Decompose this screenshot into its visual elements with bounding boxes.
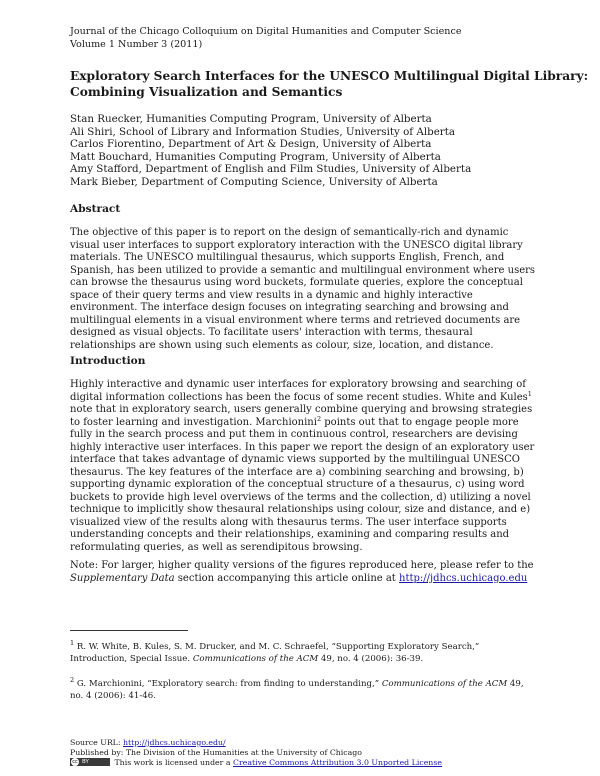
title-line-2: Combining Visualization and Semantics xyxy=(70,85,343,99)
footnote-1 xyxy=(70,641,536,665)
source-label: Source URL: xyxy=(70,738,123,747)
figures-note xyxy=(70,560,536,585)
introduction-text xyxy=(70,379,536,554)
footnote-number: 2 xyxy=(70,676,75,684)
cc-license-icon[interactable] xyxy=(70,758,110,766)
source-link[interactable]: http://jdhcs.uchicago.edu/ xyxy=(122,738,226,747)
intro-text-part: note that in exploratory search, users generally combine querying and browsing strategies to foster learning and investigation. Marchionini xyxy=(70,404,533,428)
author-item: Amy Stafford, Department of English and Film Studies, University of Alberta xyxy=(70,163,472,176)
author-item: Mark Bieber, Department of Computing Science, University of Alberta xyxy=(70,175,438,188)
footnote-text: G. Marchionini, “Exploratory search: from finding to understanding,” xyxy=(74,679,382,689)
author-item: Matt Bouchard, Humanities Computing Program, University of Alberta xyxy=(70,150,441,163)
author-item: Stan Ruecker, Humanities Computing Program, University of Alberta xyxy=(70,113,432,125)
footnote-2 xyxy=(70,678,536,702)
title-line-1: Exploratory Search Interfaces for the UNESCO Multilingual Digital Library: xyxy=(70,69,589,83)
abstract-text: The objective of this paper is to report on the design of semantically-rich and dynamic visual user interfaces to support exploratory interaction with the UNESCO digital library materials. The UNESCO multilingual thesaurus, which supports English, French, and Spanish, has been utilized to provide a semantic and multilingual environment where users can browse the thesaurus using word buckets, formulate queries, explore the conceptual space of their query terms and view results in a dynamic and highly interactive environment. The interface design focuses on integrating searching and browsing and multilingual elements in a visual environment where terms and retrieved documents are designed as visual objects. To facilitate users' interaction with terms, thesaural relationships are shown using such elements as colour, size, location, and distance. xyxy=(70,227,536,351)
footnote-ref-1[interactable]: 1 xyxy=(527,389,532,398)
intro-text-part: points out that to engage people more fully in the search process and put them in continuous control, researchers are devising highly interactive user interfaces. In this paper we report the design of an exploratory user interface that takes advantage of dynamic views supported by the multilingual UNESCO thesaurus. The key features of the interface are a) combining searching and browsing, b) supporting dynamic exploration of the conceptual structure of a thesaurus, c) using word buckets to provide high level overviews of the terms and the collection, d) utilizing a novel technique to implicitly show thesaural relationships using colour, size and distance, and e) visualized view of the results along with thesaurus terms. The user interface supports understanding concepts and their relationships, examining and comparing results and reformulating queries, as well as serendipitous browsing. xyxy=(70,416,535,553)
license-line xyxy=(70,758,540,768)
note-supplementary-data: Supplementary Data xyxy=(70,572,175,584)
page-footer xyxy=(70,738,540,769)
journal-name: Journal of the Chicago Colloquium on Digital Humanities and Computer Science xyxy=(70,26,462,37)
footnote-text: R. W. White, B. Kules, S. M. Drucker, and M. C. Schraefel, “Supporting Exploratory Search,” Introduction, Special Issue. xyxy=(70,642,480,664)
note-text: section accompanying this article online at xyxy=(174,572,400,584)
author-item: Carlos Fiorentino, Department of Art & Design, University of Alberta xyxy=(70,138,432,151)
source-url-line xyxy=(70,738,540,748)
abstract-heading: Abstract xyxy=(70,203,121,215)
license-link[interactable]: Creative Commons Attribution 3.0 Unported License xyxy=(233,758,442,768)
footnote-text: 49, no. 4 (2006): 36-39. xyxy=(318,654,424,664)
license-text: This work is licensed under a xyxy=(112,758,234,768)
journal-link[interactable]: http://jdhcs.uchicago.edu xyxy=(399,572,528,584)
author-list xyxy=(70,113,471,189)
footnote-text: 49, no. 4 (2006): 41-46. xyxy=(70,679,524,701)
intro-text-part: Highly interactive and dynamic user interfaces for exploratory browsing and searching of digital information collections has been the focus of some recent studies. White and Kules xyxy=(70,379,528,403)
footnote-divider xyxy=(70,630,188,631)
publisher-line: Published by: The Division of the Humanities at the University of Chicago xyxy=(70,748,362,758)
introduction-heading: Introduction xyxy=(70,355,146,367)
note-text: Note: For larger, higher quality versions of the figures reproduced here, please refer to the xyxy=(70,560,534,571)
cc-mark: cc xyxy=(72,759,78,766)
footnote-journal: Communications of the ACM xyxy=(192,654,319,664)
author-item: Ali Shiri, School of Library and Information Studies, University of Alberta xyxy=(70,125,456,138)
footnote-journal: Communications of the ACM xyxy=(381,679,508,689)
journal-header xyxy=(70,26,462,51)
footnote-ref-2[interactable]: 2 xyxy=(316,414,322,423)
journal-volume: Volume 1 Number 3 (2011) xyxy=(70,38,203,50)
cc-by-label: BY xyxy=(82,759,89,766)
article-title xyxy=(70,68,589,100)
footnote-number: 1 xyxy=(70,639,75,647)
